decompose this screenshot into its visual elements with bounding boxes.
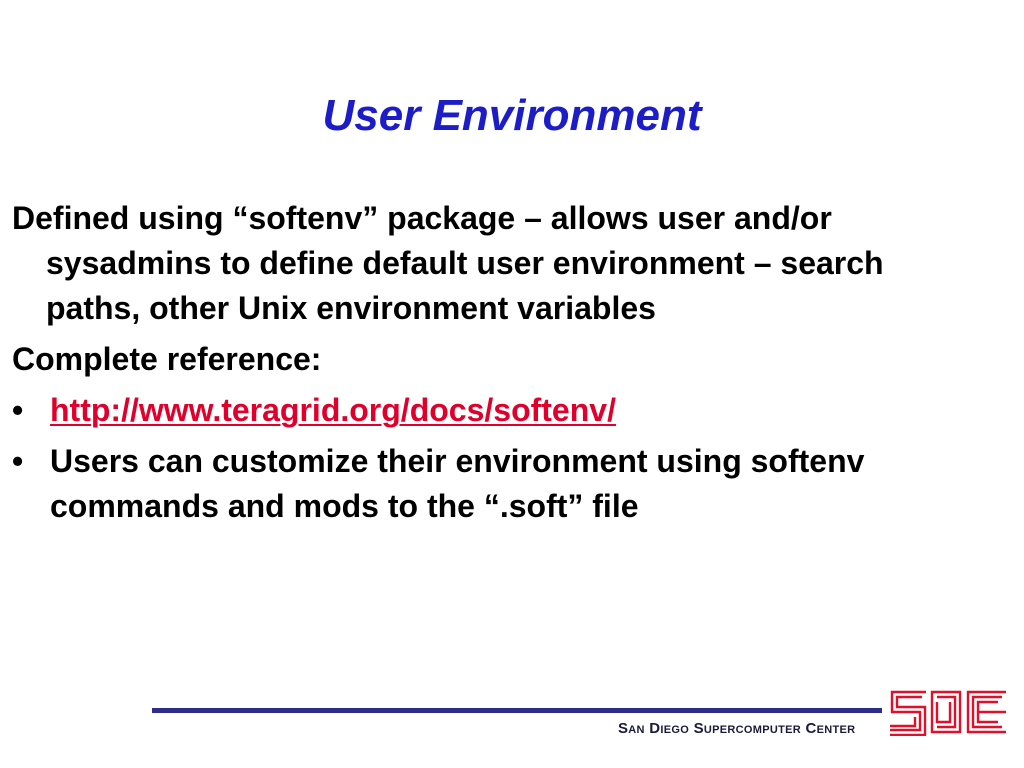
slide-title: User Environment (322, 91, 702, 140)
bullet-item-link (12, 388, 972, 433)
paragraph-softenv: Defined using “softenv” package – allows user and/or sysadmins to define default user environment – search paths, other Unix environment variables (12, 200, 884, 326)
footer-org-name: San Diego Supercomputer Center (618, 720, 856, 737)
bullet-item-customize (12, 439, 972, 529)
footer-divider (152, 708, 882, 713)
paragraph-reference: Complete reference: (12, 341, 322, 377)
slide-body (12, 196, 972, 535)
bullet-text: Users can customize their environment using softenv commands and mods to the “.soft” file (50, 443, 865, 524)
softenv-docs-link[interactable]: http://www.teragrid.org/docs/softenv/ (50, 392, 616, 428)
bullet-marker: • (12, 443, 24, 479)
bullet-marker: • (12, 392, 24, 428)
sdsc-logo-icon (888, 688, 1008, 736)
